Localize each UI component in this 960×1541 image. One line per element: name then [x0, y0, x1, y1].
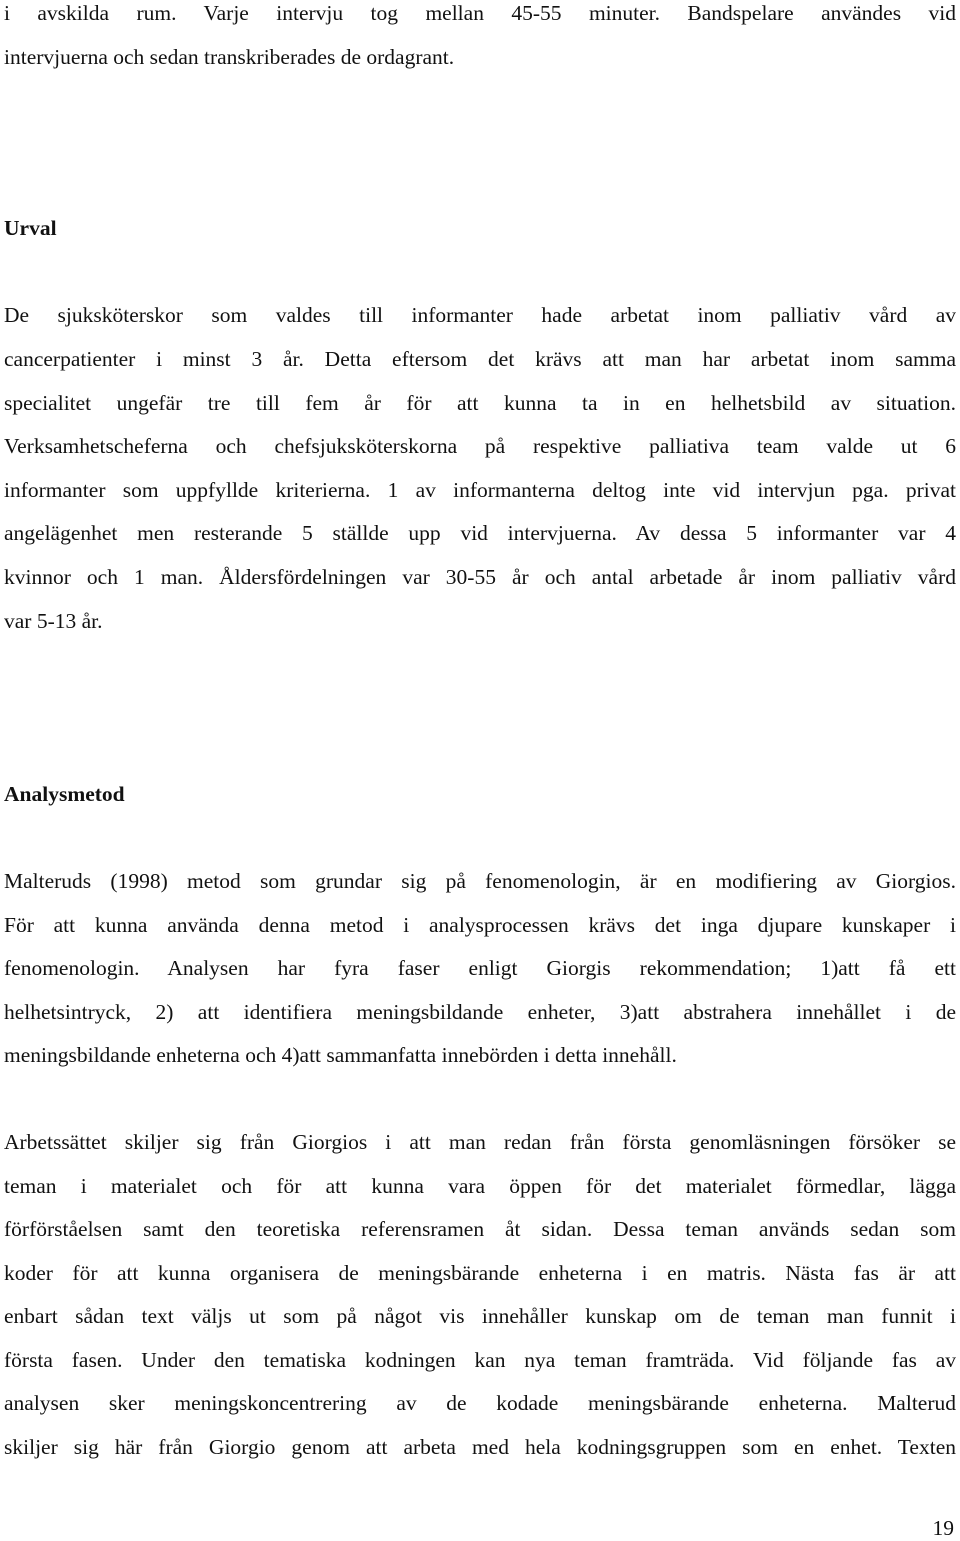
- body-text-line: cancerpatienter i minst 3 år. Detta eftersom det krävs att man har arbetat inom samma: [4, 347, 956, 371]
- body-text-line: informanter som uppfyllde kriterierna. 1 av informanterna deltog inte vid intervjun pga. privat: [4, 478, 956, 502]
- body-text-line: teman i materialet och för att kunna vara öppen för det materialet förmedlar, lägga: [4, 1174, 956, 1198]
- body-text-line: var 5-13 år.: [4, 609, 103, 633]
- body-text-line: skiljer sig här från Giorgio genom att arbeta med hela kodningsgruppen som en enhet. Texten: [4, 1435, 956, 1459]
- body-text-line: kvinnor och 1 man. Åldersfördelningen var 30-55 år och antal arbetade år inom palliativ vård: [4, 565, 956, 589]
- body-text-line: koder för att kunna organisera de meningsbärande enheterna i en matris. Nästa fas är att: [4, 1261, 956, 1285]
- body-text-line: enbart sådan text väljs ut som på något vis innehåller kunskap om de teman man funnit i: [4, 1304, 956, 1328]
- section-heading-urval: Urval: [4, 216, 57, 240]
- body-text-line: Verksamhetscheferna och chefsjuksköterskorna på respektive palliativa team valde ut 6: [4, 434, 956, 458]
- page-number: 19: [932, 1516, 954, 1540]
- body-text-line: För att kunna använda denna metod i analysprocessen krävs det inga djupare kunskaper i: [4, 913, 956, 937]
- section-heading-analysmetod: Analysmetod: [4, 782, 125, 806]
- body-text-line: analysen sker meningskoncentrering av de kodade meningsbärande enheterna. Malterud: [4, 1391, 956, 1415]
- body-text-line: intervjuerna och sedan transkriberades de ordagrant.: [4, 45, 455, 69]
- body-text-line: specialitet ungefär tre till fem år för att kunna ta in en helhetsbild av situation.: [4, 391, 956, 415]
- body-text-line: i avskilda rum. Varje intervju tog mellan 45-55 minuter. Bandspelare användes vid: [4, 1, 956, 25]
- body-text-line: fenomenologin. Analysen har fyra faser enligt Giorgis rekommendation; 1)att få ett: [4, 956, 956, 980]
- body-text-line: meningsbildande enheterna och 4)att sammanfatta innebörden i detta innehåll.: [4, 1043, 677, 1067]
- body-text-line: Malteruds (1998) metod som grundar sig på fenomenologin, är en modifiering av Giorgios.: [4, 869, 956, 893]
- body-text-line: förförståelsen samt den teoretiska referensramen åt sidan. Dessa teman används sedan som: [4, 1217, 956, 1241]
- body-text-line: De sjuksköterskor som valdes till informanter hade arbetat inom palliativ vård av: [4, 303, 956, 327]
- body-text-line: Arbetssättet skiljer sig från Giorgios i att man redan från första genomläsningen försöker se: [4, 1130, 956, 1154]
- body-text-line: angelägenhet men resterande 5 ställde upp vid intervjuerna. Av dessa 5 informanter var 4: [4, 521, 956, 545]
- body-text-line: helhetsintryck, 2) att identifiera meningsbildande enheter, 3)att abstrahera innehållet i de: [4, 1000, 956, 1024]
- body-text-line: första fasen. Under den tematiska kodningen kan nya teman framträda. Vid följande fas av: [4, 1348, 956, 1372]
